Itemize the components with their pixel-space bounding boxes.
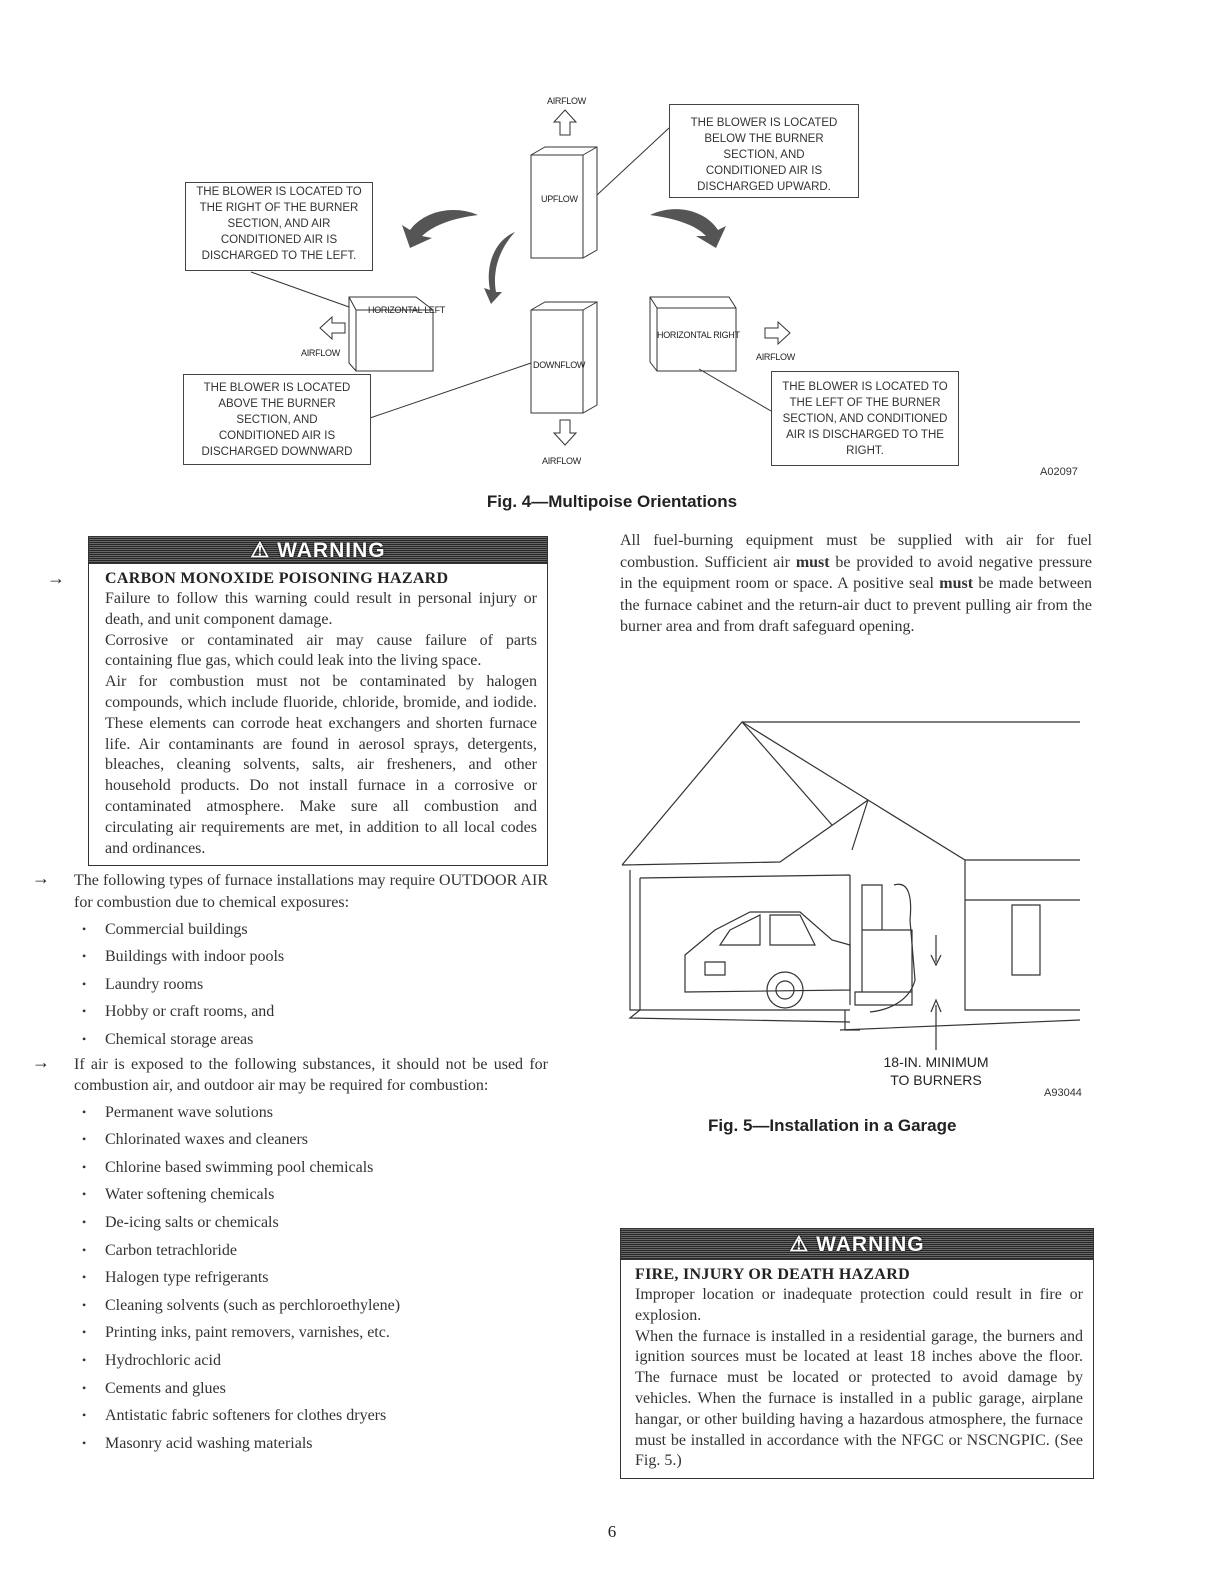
door [1012,905,1040,975]
list-item: • Chlorine based swimming pool chemicals [82,1154,548,1182]
warning2-title: FIRE, INJURY OR DEATH HAZARD [635,1266,910,1283]
substances-list [82,1099,548,1458]
warning2-header [620,1228,1094,1260]
list-item: • Cements and glues [82,1375,548,1403]
warning2-box [620,1260,1094,1479]
list-item: • Printing inks, paint removers, varnishes, etc. [82,1319,548,1347]
callout-downflow: THE BLOWER IS LOCATED ABOVE THE BURNER SECTION, AND CONDITIONED AIR IS DISCHARGED DOWNWARD [183,374,371,465]
airflow-label-left: AIRFLOW [301,348,340,358]
list-item: • Masonry acid washing materials [82,1430,548,1458]
unit-label-horizontal-right: HORIZONTAL RIGHT [657,330,740,340]
warning1-p2: Corrosive or contaminated air may cause failure of parts containing flue gas, which could leak into the living space. [105,631,537,670]
car [685,912,850,992]
must-emphasis-2: must [939,575,974,593]
downflow-unit [531,302,597,413]
list-item: • Chemical storage areas [82,1026,548,1054]
warning2 [620,1228,1094,1479]
rotate-down-arrow-icon [484,232,515,304]
para-text-b: be provided to avoid negative pressure in the equipment room or space. A positive seal [620,553,1092,593]
warning1-title: CARBON MONOXIDE POISONING HAZARD [105,570,449,587]
warning1-p3: Air for combustion must not be contaminated by halogen compounds, which include fluoride, chloride, bromide, and iodide. These elements can corrode heat exchangers and shorten furnace life. Air contaminants are found in aerosol sprays, detergents, bleaches, cleaning solvents, salts, air fresheners, and other household products. Do not install furnace in a corrosive or contaminated atmosphere. Make sure all combustion and circulating air requirements are met, in addition to all local codes and ordinances. [105,673,537,857]
unit-label-horizontal-left: HORIZONTAL LEFT [368,305,446,315]
warning1-p1: Failure to follow this warning could result in personal injury or death, and unit component damage. [105,590,537,628]
list-item: • Halogen type refrigerants [82,1264,548,1292]
figure4-caption: Fig. 4—Multipoise Orientations [486,492,738,511]
list-item: • Permanent wave solutions [82,1099,548,1127]
airflow-down-arrow [554,420,576,445]
warning2-p1: Improper location or inadequate protection could result in fire or explosion. [635,1286,1083,1324]
list-item: • Chlorinated waxes and cleaners [82,1126,548,1154]
airflow-label-down: AIRFLOW [542,456,581,466]
installation-types-list [82,916,548,1054]
must-emphasis-1: must [795,553,830,571]
car-wheel [767,972,803,1008]
unit-label-downflow: DOWNFLOW [533,360,586,370]
rotate-right-arrow-icon [650,209,726,248]
warning1-box [47,564,548,866]
outdoor-air-intro: The following types of furnace installations may require OUTDOOR AIR for combustion due to chemical exposures: [74,872,548,911]
substances-section [32,1051,548,1097]
page-number: 6 [607,1522,617,1541]
combustion-air-paragraph [620,530,1092,638]
list-item: • Hobby or craft rooms, and [82,998,548,1026]
substances-intro: If air is exposed to the following substances, it should not be used for combustion air, and outdoor air may be required for combustion: [74,1055,548,1095]
warning2-p2: When the furnace is installed in a residential garage, the burners and ignition sources must be located at least 18 inches above the floor. The furnace must be located or protected to avoid damage by vehicles. When the furnace is installed in a public garage, airplane hangar, or other building having a hazardous atmosphere, the furnace must be installed in accordance with the NFGC or NSCNGPIC. (See Fig. 5.) [635,1327,1083,1470]
garage-illustration [600,700,1100,1060]
callout-upflow: THE BLOWER IS LOCATED BELOW THE BURNER SECTION, AND CONDITIONED AIR IS DISCHARGED UPWARD. [669,104,859,198]
list-item: • Commercial buildings [82,916,548,944]
rotate-left-arrow-icon [402,210,478,248]
list-item: • Water softening chemicals [82,1181,548,1209]
list-item: • Laundry rooms [82,971,548,999]
list-item: • Buildings with indoor pools [82,943,548,971]
airflow-label-right: AIRFLOW [756,352,795,362]
left-column [32,536,548,1457]
clearance-label [874,1053,998,1089]
airflow-left-arrow [320,317,345,339]
change-marker-2: → [32,868,50,889]
clearance-label-line2: TO BURNERS [890,1072,982,1088]
figure5-caption: Fig. 5—Installation in a Garage [708,1116,957,1135]
list-item: • De-icing salts or chemicals [82,1209,548,1237]
clearance-label-line1: 18-IN. MINIMUM [883,1054,989,1070]
warning1-header [88,536,548,564]
airflow-up-arrow [554,110,576,135]
outdoor-air-section [32,868,548,913]
callout-horizontal-right: THE BLOWER IS LOCATED TO THE LEFT OF THE BURNER SECTION, AND CONDITIONED AIR IS DISCHARGED TO THE RIGHT. [771,371,959,466]
list-item: • Cleaning solvents (such as perchloroethylene) [82,1292,548,1320]
warning2-header-text: ⚠ WARNING [789,1233,925,1256]
para-text-c: be made between the furnace cabinet and the return-air duct to prevent pulling air from the burner area and from draft safeguard opening. [620,575,1092,636]
change-marker-1: → [47,568,65,588]
figure4-code: A02097 [1040,466,1078,478]
change-marker-3: → [32,1051,50,1072]
list-item: • Antistatic fabric softeners for clothes dryers [82,1402,548,1430]
airflow-right-arrow [765,322,790,344]
para-text-a: All fuel-burning equipment must be supplied with air for fuel combustion. Sufficient air [620,532,1092,571]
airflow-label-up: AIRFLOW [547,96,586,106]
furnace [855,885,912,1005]
callout-horizontal-left: THE BLOWER IS LOCATED TO THE RIGHT OF THE BURNER SECTION, AND AIR CONDITIONED AIR IS DISCHARGED TO THE LEFT. [185,182,373,271]
figure5-code: A93044 [1044,1087,1082,1099]
list-item: • Carbon tetrachloride [82,1237,548,1265]
warning1-header-text: ⚠ WARNING [250,539,386,562]
list-item: • Hydrochloric acid [82,1347,548,1375]
unit-label-upflow: UPFLOW [541,194,578,204]
